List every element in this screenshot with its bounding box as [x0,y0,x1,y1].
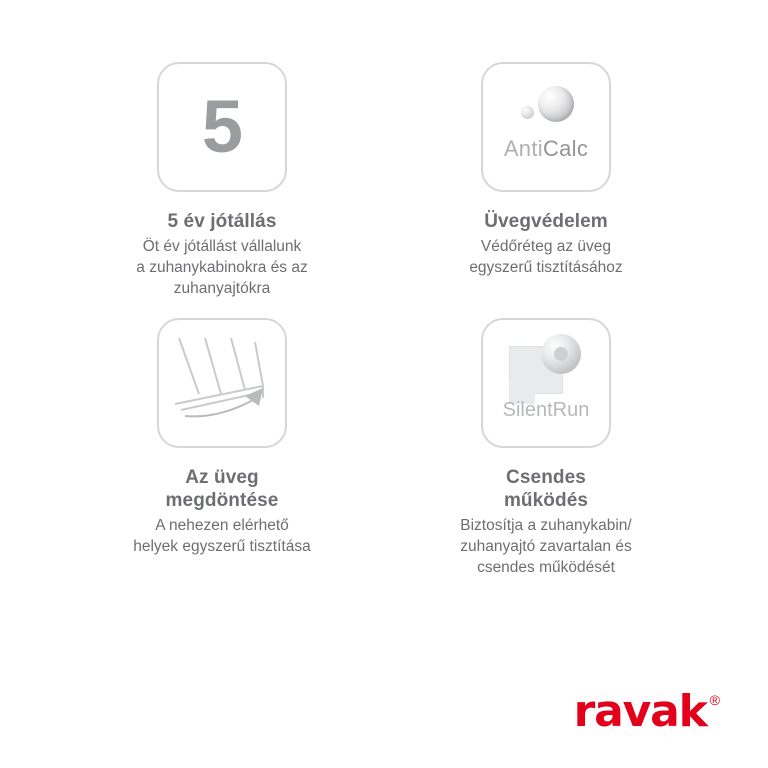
anticalc-label-calc: Calc [542,136,589,161]
water-drop-small-icon [521,106,534,119]
desc-line: Biztosítja a zuhanykabin/ [460,517,632,535]
anticalc-label-anti: Anti [503,136,543,161]
desc-line: zuhanyajtó zavartalan és [460,537,632,555]
glass-tilt-icon [157,318,287,448]
feature-title: Üvegvédelem [484,211,608,232]
silentrun-icon [481,318,611,448]
desc-line: egyszerű tisztításához [469,258,623,276]
registered-trademark-icon: ® [709,692,720,708]
feature-card-warranty [60,62,384,300]
title-line: Az üveg [185,466,259,488]
feature-description [460,516,631,579]
feature-description [136,237,307,300]
feature-card-glass-tilt [60,318,384,579]
brand-logo [573,686,720,737]
brand-logo-text: ravak [573,686,707,737]
glass-tilt-graphic [159,320,285,446]
warranty-number: 5 [201,85,243,168]
anticalc-label [483,136,609,162]
silentrun-label: SilentRun [502,398,590,421]
title-line: működés [503,490,589,512]
feature-title [166,466,279,514]
desc-line: csendes működését [477,558,615,576]
feature-card-glass-protection [384,62,708,300]
desc-line: Védőréteg az üveg [480,237,612,255]
water-drop-large-icon [538,86,574,122]
roller-wheel-icon [541,334,581,374]
five-years-warranty-icon [157,62,287,192]
title-line: Csendes [506,466,586,488]
desc-line: a zuhanykabinokra és az [136,258,308,276]
desc-line: zuhanyajtókra [173,279,271,297]
title-line: megdöntése [165,490,279,512]
feature-description [133,516,310,558]
desc-line: Öt év jótállást vállalunk [142,237,302,255]
anticalc-graphic [483,64,609,190]
feature-grid [60,62,708,579]
desc-line: helyek egyszerű tisztítása [133,537,311,555]
feature-description [469,237,622,279]
feature-title [504,466,588,514]
desc-line: A nehezen elérhető [155,517,289,535]
anticalc-icon [481,62,611,192]
feature-title: 5 év jótállás [167,211,277,232]
silentrun-graphic [483,320,609,446]
feature-card-silent-run [384,318,708,579]
